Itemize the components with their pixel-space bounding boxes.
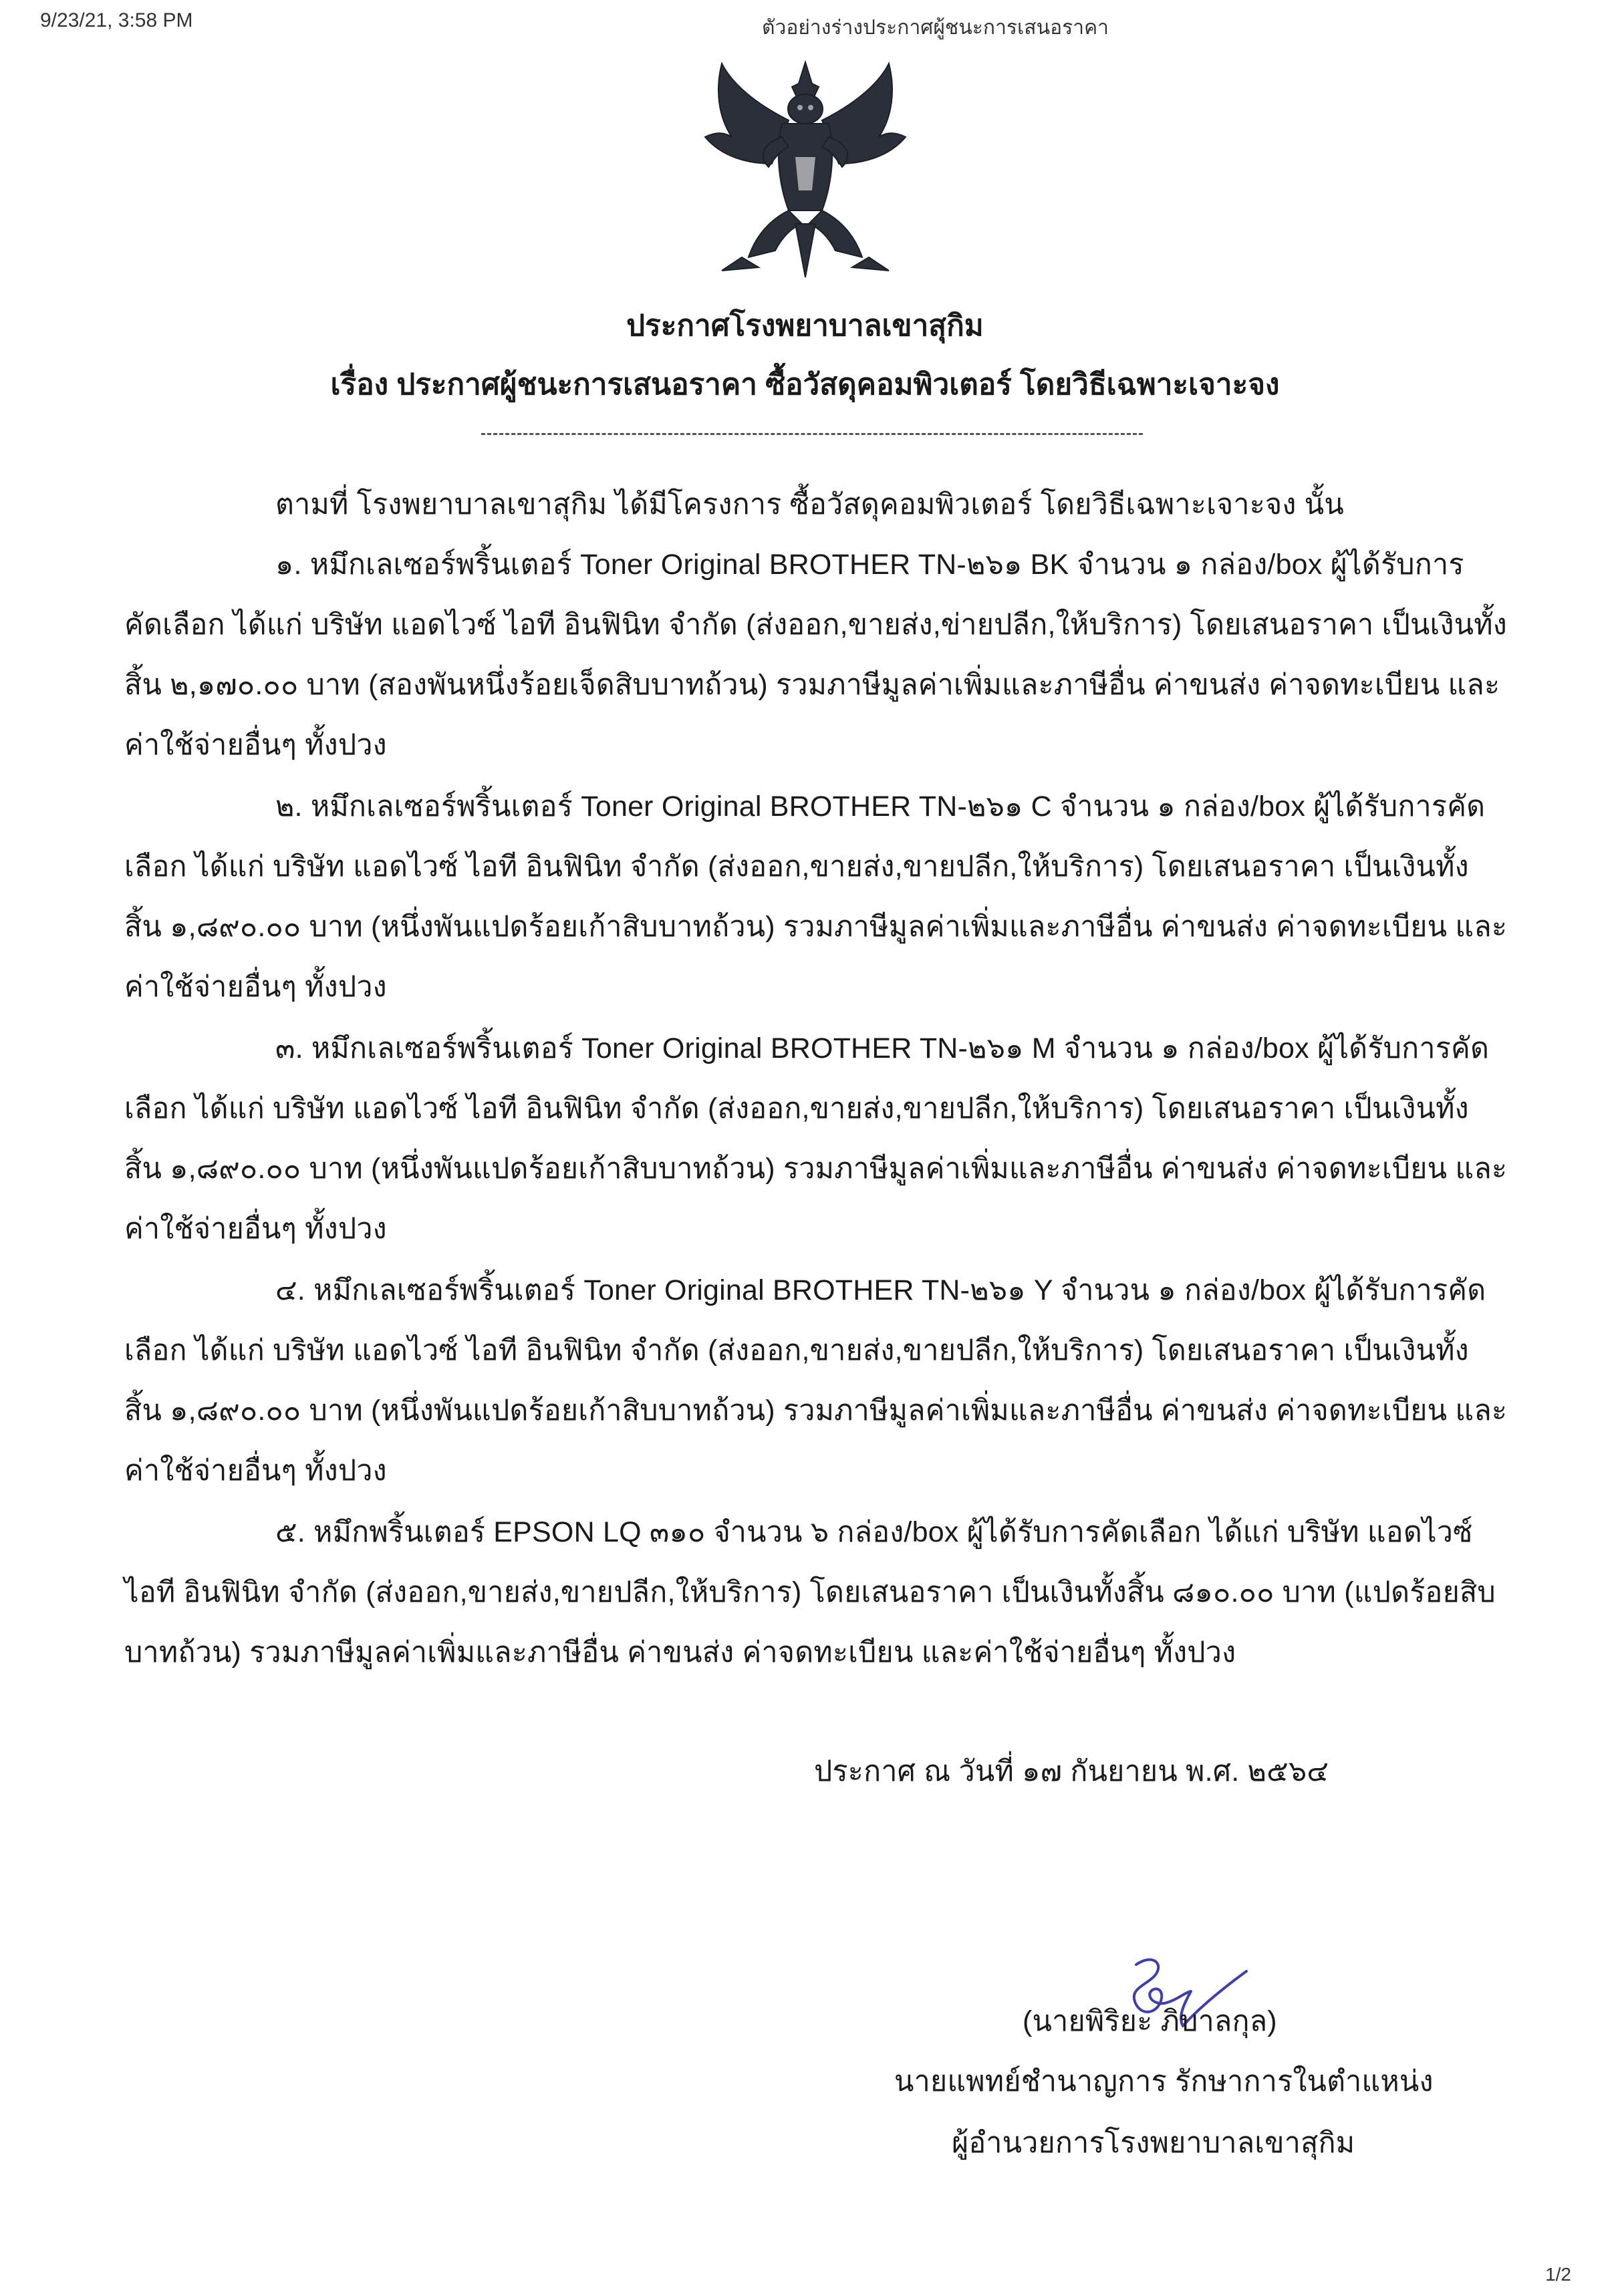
announcement-title: ประกาศโรงพยาบาลเขาสุกิม — [626, 309, 984, 342]
item-line: ค่าใช้จ่ายอื่นๆ ทั้งปวง — [124, 1213, 387, 1245]
item-line: ไอที อินฟินิท จำกัด (ส่งออก,ขายส่ง,ขายปลีก,ให้บริการ) โดยเสนอราคา เป็นเงินทั้งสิ้น ๘๑๐.๐๐ บาท (แปดร้อยสิบ — [124, 1576, 1496, 1608]
item-line: สิ้น ๑,๘๙๐.๐๐ บาท (หนึ่งพันแปดร้อยเก้าสิบบาทถ้วน) รวมภาษีมูลค่าเพิ่มและภาษีอื่น ค่าขนส่ง ค่าจดทะเบียน และ — [124, 911, 1508, 943]
item-line: สิ้น ๑,๘๙๐.๐๐ บาท (หนึ่งพันแปดร้อยเก้าสิบบาทถ้วน) รวมภาษีมูลค่าเพิ่มและภาษีอื่น ค่าขนส่ง ค่าจดทะเบียน และ — [124, 1395, 1508, 1427]
print-doc-title: ตัวอย่างร่างประกาศผู้ชนะการเสนอราคา — [762, 17, 1109, 39]
item-line: เลือก ได้แก่ บริษัท แอดไวซ์ ไอที อินฟินิท จำกัด (ส่งออก,ขายส่ง,ขายปลีก,ให้บริการ) โดยเสนอราคา เป็นเงินทั้ง — [124, 1093, 1469, 1125]
item-line: ๒. หมึกเลเซอร์พริ้นเตอร์ Toner Original BROTHER TN-๒๖๑ C จำนวน ๑ กล่อง/box ผู้ได้รับการคัด — [275, 791, 1486, 823]
signer-office: ผู้อำนวยการโรงพยาบาลเขาสุกิม — [952, 2127, 1355, 2159]
item-line: บาทถ้วน) รวมภาษีมูลค่าเพิ่มและภาษีอื่น ค่าขนส่ง ค่าจดทะเบียน และค่าใช้จ่ายอื่นๆ ทั้งปวง — [124, 1636, 1236, 1669]
item-line: ค่าใช้จ่ายอื่นๆ ทั้งปวง — [124, 1455, 387, 1487]
garuda-emblem-icon — [695, 57, 916, 284]
announcement-date: ประกาศ ณ วันที่ ๑๗ กันยายน พ.ศ. ๒๕๖๔ — [814, 1755, 1329, 1787]
page-number: 1/2 — [1545, 2264, 1571, 2285]
item-line: ค่าใช้จ่ายอื่นๆ ทั้งปวง — [124, 971, 387, 1003]
item-line: เลือก ได้แก่ บริษัท แอดไวซ์ ไอที อินฟินิท จำกัด (ส่งออก,ขายส่ง,ขายปลีก,ให้บริการ) โดยเสนอราคา เป็นเงินทั้ง — [124, 1334, 1469, 1367]
print-timestamp: 9/23/21, 3:58 PM — [40, 9, 193, 31]
signer-name: (นายพิริยะ ภิบาลกุล) — [1023, 2005, 1277, 2037]
dashed-divider — [481, 433, 1143, 435]
item-line: ๕. หมึกพริ้นเตอร์ EPSON LQ ๓๑๐ จำนวน ๖ กล่อง/box ผู้ได้รับการคัดเลือก ได้แก่ บริษัท แอดไวซ์ — [275, 1516, 1473, 1548]
item-line: สิ้น ๒,๑๗๐.๐๐ บาท (สองพันหนึ่งร้อยเจ็ดสิบบาทถ้วน) รวมภาษีมูลค่าเพิ่มและภาษีอื่น ค่าขนส่ง ค่าจดทะเบียน และ — [124, 669, 1500, 701]
item-line: เลือก ได้แก่ บริษัท แอดไวซ์ ไอที อินฟินิท จำกัด (ส่งออก,ขายส่ง,ขายปลีก,ให้บริการ) โดยเสนอราคา เป็นเงินทั้ง — [124, 851, 1469, 883]
announcement-subject: เรื่อง ประกาศผู้ชนะการเสนอราคา ซื้อวัสดุคอมพิวเตอร์ โดยวิธีเฉพาะเจาะจง — [330, 368, 1280, 401]
intro-paragraph: ตามที่ โรงพยาบาลเขาสุกิม ได้มีโครงการ ซื้อวัสดุคอมพิวเตอร์ โดยวิธีเฉพาะเจาะจง นั้น — [275, 488, 1344, 521]
item-line: สิ้น ๑,๘๙๐.๐๐ บาท (หนึ่งพันแปดร้อยเก้าสิบบาทถ้วน) รวมภาษีมูลค่าเพิ่มและภาษีอื่น ค่าขนส่ง ค่าจดทะเบียน และ — [124, 1153, 1508, 1185]
signer-position: นายแพทย์ชำนาญการ รักษาการในตำแหน่ง — [894, 2065, 1434, 2098]
item-line: ค่าใช้จ่ายอื่นๆ ทั้งปวง — [124, 729, 387, 761]
item-line: คัดเลือก ได้แก่ บริษัท แอดไวซ์ ไอที อินฟินิท จำกัด (ส่งออก,ขายส่ง,ข่ายปลีก,ให้บริการ) โดยเสนอราคา เป็นเงินทั้ง — [124, 609, 1507, 641]
item-line: ๔. หมึกเลเซอร์พริ้นเตอร์ Toner Original BROTHER TN-๒๖๑ Y จำนวน ๑ กล่อง/box ผู้ได้รับการคัด — [275, 1274, 1486, 1306]
item-line: ๑. หมึกเลเซอร์พริ้นเตอร์ Toner Original BROTHER TN-๒๖๑ BK จำนวน ๑ กล่อง/box ผู้ได้รับการ — [275, 549, 1464, 581]
item-line: ๓. หมึกเลเซอร์พริ้นเตอร์ Toner Original BROTHER TN-๒๖๑ M จำนวน ๑ กล่อง/box ผู้ได้รับการคัด — [275, 1032, 1490, 1064]
